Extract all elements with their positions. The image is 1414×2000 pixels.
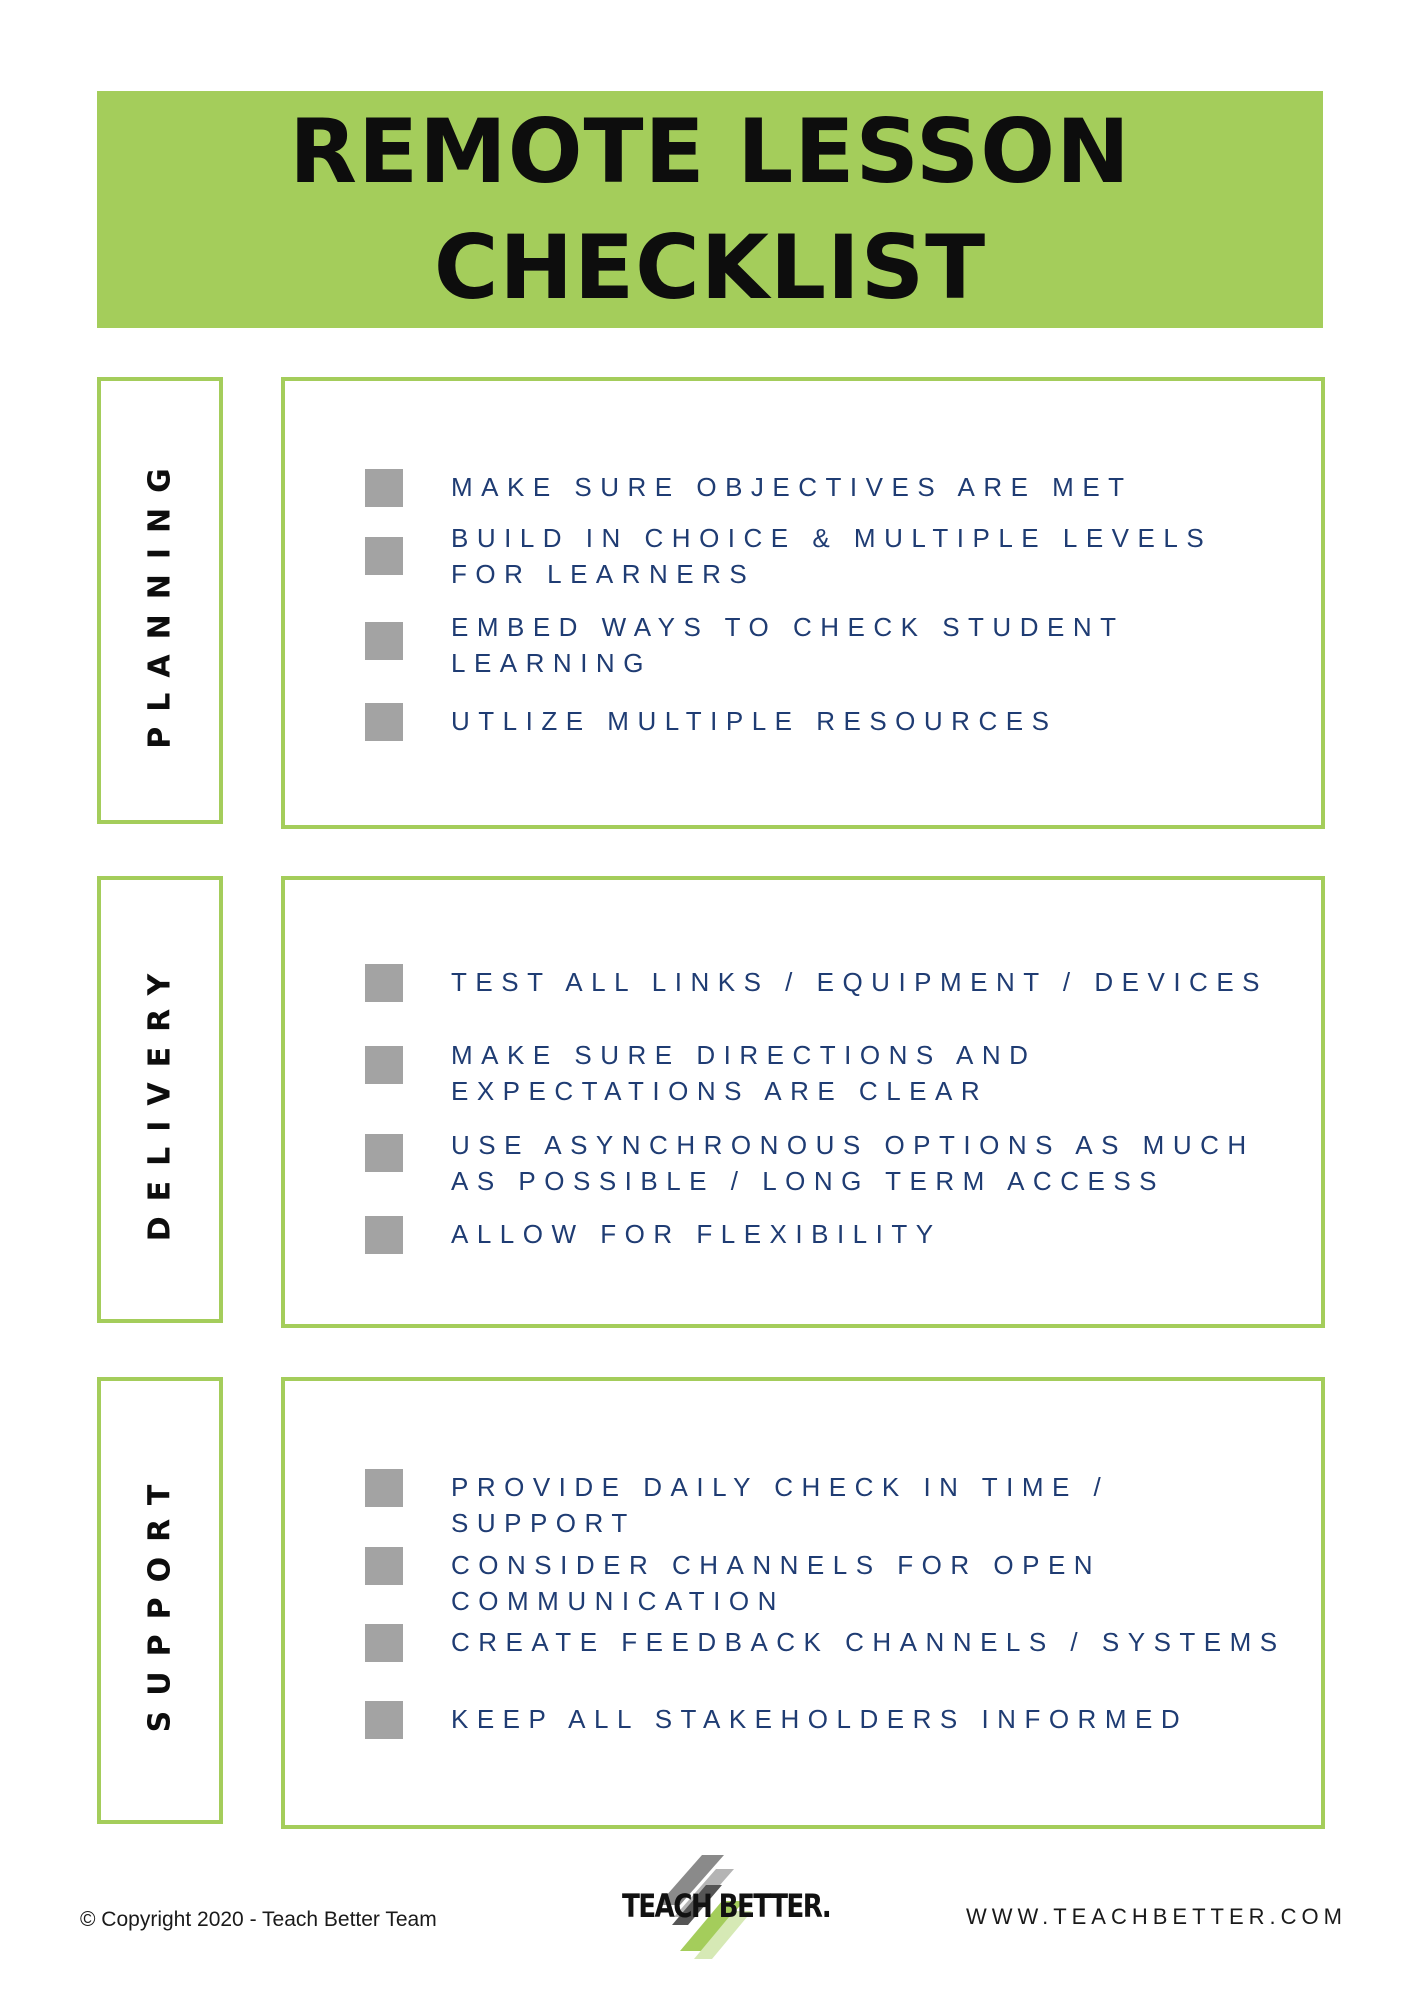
section-label-box-planning xyxy=(97,377,223,824)
checkbox[interactable] xyxy=(365,1469,403,1507)
checkbox[interactable] xyxy=(365,1216,403,1254)
checklist-item-label: KEEP ALL STAKEHOLDERS INFORMED xyxy=(451,1704,1189,1734)
section-panel-support xyxy=(281,1377,1325,1829)
checkbox[interactable] xyxy=(365,1624,403,1662)
checkbox[interactable] xyxy=(365,1046,403,1084)
checklist-item-label: ALLOW FOR FLEXIBILITY xyxy=(451,1219,942,1249)
title-banner xyxy=(97,91,1323,328)
section-panel-planning xyxy=(281,377,1325,829)
section-label-planning: PLANNING xyxy=(142,452,178,749)
page-title-line-1: REMOTE LESSON xyxy=(289,99,1131,203)
checklist-item-label: CREATE FEEDBACK CHANNELS / SYSTEMS xyxy=(451,1627,1286,1657)
checklist-item-label: EMBED WAYS TO CHECK STUDENT LEARNING xyxy=(451,612,1125,678)
footer-copyright: © Copyright 2020 - Teach Better Team xyxy=(80,1908,437,1931)
logo-text: TEACH BETTER. xyxy=(622,1887,831,1925)
checklist-item-label: USE ASYNCHRONOUS OPTIONS AS MUCH AS POSSIBLE / LONG TERM ACCESS xyxy=(451,1130,1255,1196)
checklist-item-label: UTLIZE MULTIPLE RESOURCES xyxy=(451,706,1058,736)
section-label-box-delivery xyxy=(97,876,223,1323)
checklist-item-label: TEST ALL LINKS / EQUIPMENT / DEVICES xyxy=(451,967,1269,997)
checklist-item-label: PROVIDE DAILY CHECK IN TIME / SUPPORT xyxy=(451,1472,1110,1538)
teach-better-logo xyxy=(618,1855,831,1959)
footer-website-link[interactable]: WWW.TEACHBETTER.COM xyxy=(966,1904,1347,1929)
checkbox[interactable] xyxy=(365,964,403,1002)
section-label-box-support xyxy=(97,1377,223,1824)
checkbox[interactable] xyxy=(365,703,403,741)
checkbox[interactable] xyxy=(365,537,403,575)
checkbox[interactable] xyxy=(365,1701,403,1739)
checkbox[interactable] xyxy=(365,622,403,660)
section-label-support: SUPPORT xyxy=(142,1469,178,1732)
checklist-item-label: MAKE SURE DIRECTIONS AND EXPECTATIONS ARE CLEAR xyxy=(451,1040,1037,1106)
checklist-item-label: MAKE SURE OBJECTIVES ARE MET xyxy=(451,472,1133,502)
checkbox[interactable] xyxy=(365,1134,403,1172)
checkbox[interactable] xyxy=(365,1547,403,1585)
checkbox[interactable] xyxy=(365,469,403,507)
checklist-item-label: BUILD IN CHOICE & MULTIPLE LEVELS FOR LEARNERS xyxy=(451,523,1213,589)
checklist-item-label: CONSIDER CHANNELS FOR OPEN COMMUNICATION xyxy=(451,1550,1102,1616)
section-panel-delivery xyxy=(281,876,1325,1328)
page-title-line-2: CHECKLIST xyxy=(433,215,987,319)
section-label-delivery: DELIVERY xyxy=(142,958,178,1241)
